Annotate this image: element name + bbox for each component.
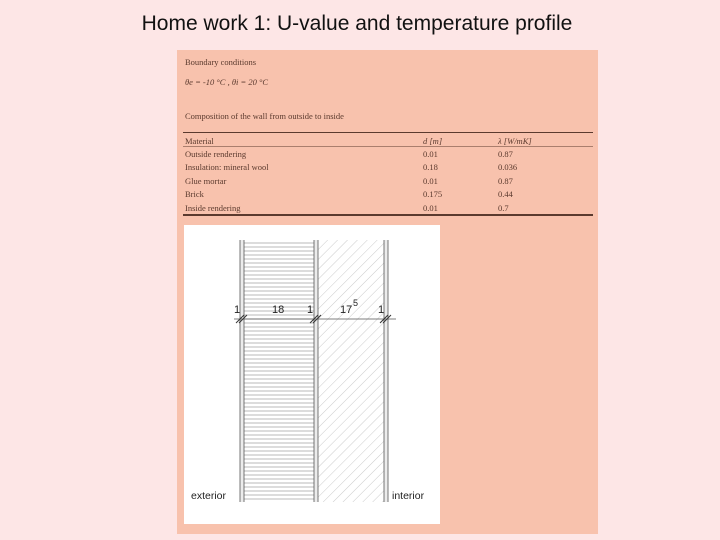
thickness-cell: 0.18 bbox=[423, 162, 438, 173]
content-panel bbox=[177, 50, 598, 534]
dim-brick: 17 bbox=[340, 304, 353, 316]
table-top-rule bbox=[183, 132, 593, 133]
table-row bbox=[185, 174, 591, 187]
conductivity-cell: 0.7 bbox=[498, 202, 509, 213]
brick-layer bbox=[318, 240, 384, 502]
thickness-cell: 0.175 bbox=[423, 189, 443, 200]
material-cell: Brick bbox=[185, 189, 204, 200]
column-header-conductivity: λ [W/mK] bbox=[498, 135, 532, 146]
table-header-row bbox=[185, 134, 591, 147]
dim-glue-mortar: 1 bbox=[307, 304, 314, 316]
dim-outside-rendering: 1 bbox=[234, 304, 241, 316]
material-cell: Inside rendering bbox=[185, 202, 241, 213]
slide-title: Home work 1: U-value and temperature profile bbox=[141, 12, 573, 35]
thickness-cell: 0.01 bbox=[423, 175, 438, 186]
column-header-thickness: d [m] bbox=[423, 135, 443, 146]
conductivity-cell: 0.036 bbox=[498, 162, 518, 173]
table-row bbox=[185, 188, 591, 201]
wall-composition-table bbox=[185, 134, 591, 214]
table-row bbox=[185, 147, 591, 160]
boundary-conditions-heading: Boundary conditions bbox=[185, 57, 257, 67]
conductivity-cell: 0.44 bbox=[498, 189, 513, 200]
dim-brick-superscript: 5 bbox=[353, 298, 359, 308]
conductivity-cell: 0.87 bbox=[498, 175, 513, 186]
inside-rendering-layer bbox=[384, 240, 388, 502]
dim-insulation: 18 bbox=[272, 304, 285, 316]
boundary-conditions-values: θe = -10 °C , θi = 20 °C bbox=[185, 77, 269, 87]
material-cell: Glue mortar bbox=[185, 175, 227, 186]
material-cell: Insulation: mineral wool bbox=[185, 162, 269, 173]
glue-mortar-layer bbox=[314, 240, 318, 502]
dim-inside-rendering: 1 bbox=[378, 304, 385, 316]
wall-section-diagram bbox=[184, 225, 440, 524]
wall-section-svg bbox=[184, 225, 440, 524]
insulation-layer bbox=[244, 240, 314, 502]
outside-rendering-layer bbox=[240, 240, 244, 502]
composition-heading: Composition of the wall from outside to inside bbox=[185, 111, 344, 121]
conductivity-cell: 0.87 bbox=[498, 149, 513, 160]
table-row bbox=[185, 161, 591, 174]
exterior-label: exterior bbox=[191, 490, 227, 502]
table-row bbox=[185, 201, 591, 214]
material-cell: Outside rendering bbox=[185, 149, 247, 160]
interior-label: interior bbox=[392, 490, 425, 502]
thickness-cell: 0.01 bbox=[423, 202, 438, 213]
thickness-cell: 0.01 bbox=[423, 149, 438, 160]
column-header-material: Material bbox=[185, 135, 214, 146]
